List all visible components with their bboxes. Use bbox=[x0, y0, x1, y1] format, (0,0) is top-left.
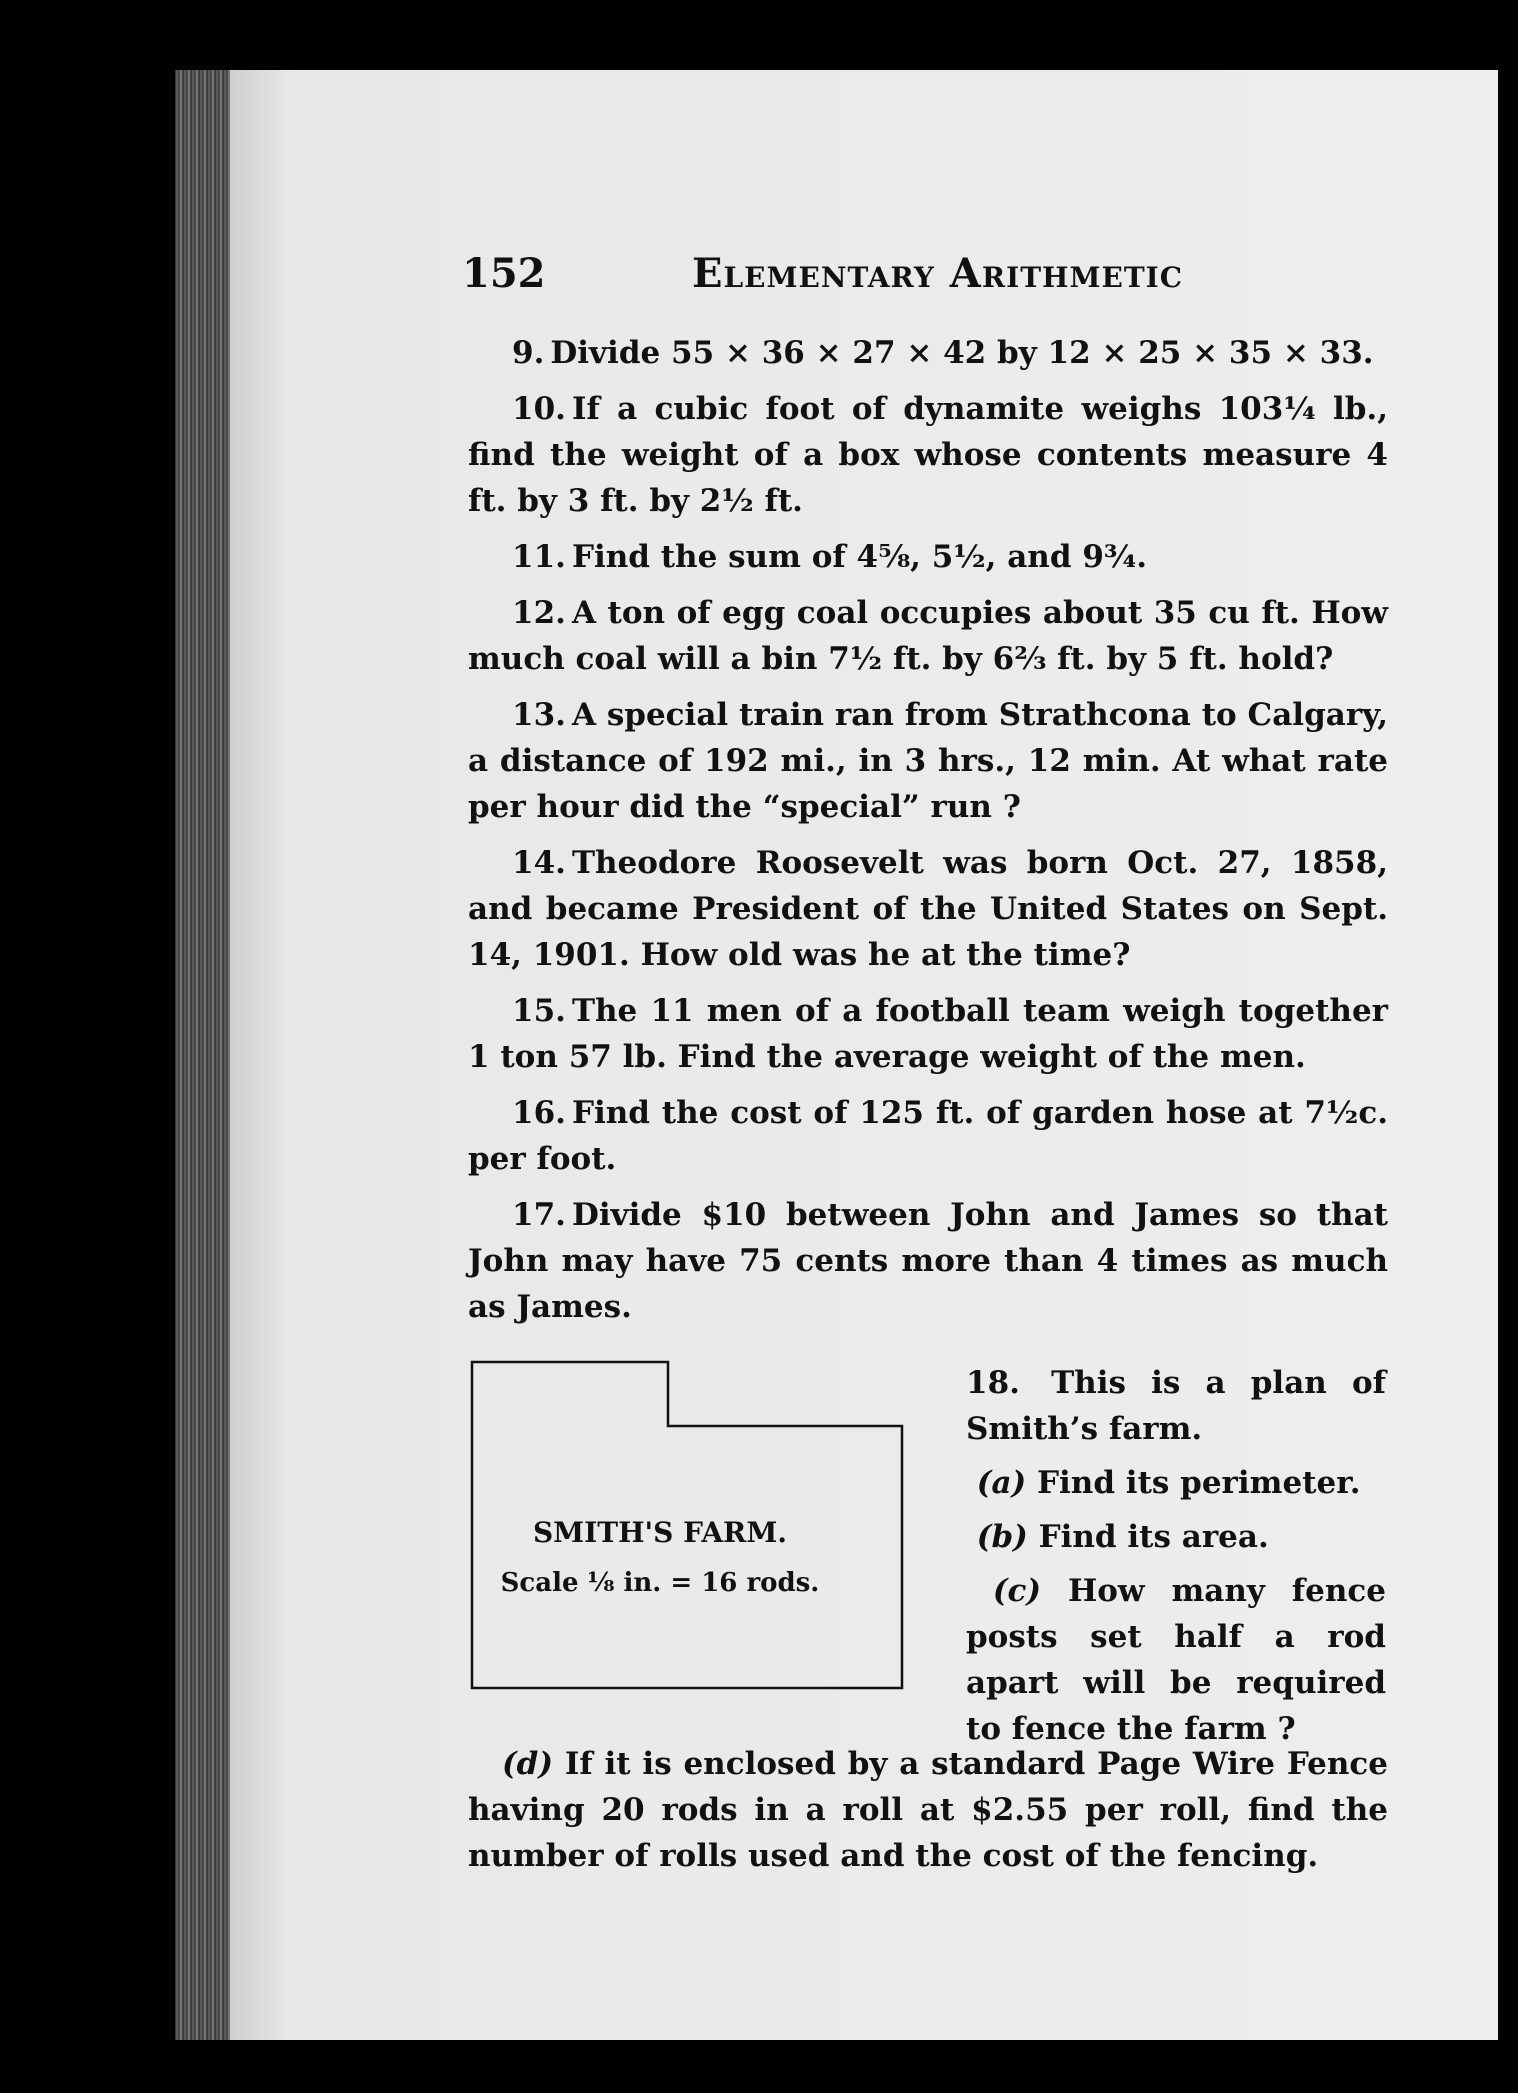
page-body bbox=[468, 330, 1388, 1910]
problem-text: The 11 men of a football team weigh together 1 ton 57 lb. Find the average weight of the men. bbox=[468, 993, 1388, 1075]
part-d bbox=[468, 1741, 1388, 1879]
problem-text: If a cubic foot of dynamite weighs 103¼ lb., find the weight of a box whose contents measure 4 ft. by 3 ft. by 2½ ft. bbox=[468, 391, 1388, 519]
part-text: Find its perimeter. bbox=[1037, 1465, 1361, 1501]
problem-14 bbox=[468, 840, 1388, 978]
problem-18-intro bbox=[966, 1360, 1386, 1452]
problem-text: Divide 55 × 36 × 27 × 42 by 12 × 25 × 35 × 33. bbox=[550, 335, 1374, 371]
problem-number: 9. bbox=[512, 335, 545, 371]
problem-number: 14. bbox=[512, 845, 566, 881]
problem-17 bbox=[468, 1192, 1388, 1330]
problem-10 bbox=[468, 386, 1388, 524]
page-number: 152 bbox=[462, 250, 546, 297]
farm-scale: Scale ⅛ in. = 16 rods. bbox=[500, 1568, 820, 1598]
problem-15 bbox=[468, 988, 1388, 1080]
part-a bbox=[966, 1460, 1386, 1506]
part-text: If it is enclosed by a standard Page Wire Fence having 20 rods in a roll at $2.55 per roll, find the number of rolls used and the cost of the fencing. bbox=[468, 1746, 1388, 1874]
running-title: Elementary Arithmetic bbox=[692, 250, 1184, 297]
part-label: (b) bbox=[976, 1519, 1028, 1555]
part-label: (d) bbox=[502, 1746, 554, 1782]
farm-problem bbox=[468, 1360, 1388, 1747]
problem-number: 18. bbox=[966, 1365, 1020, 1401]
problem-number: 12. bbox=[512, 595, 566, 631]
farm-title: SMITH'S FARM. bbox=[532, 1516, 788, 1549]
problem-number: 11. bbox=[512, 539, 566, 575]
problem-number: 13. bbox=[512, 697, 566, 733]
problem-text: A ton of egg coal occupies about 35 cu ft. How much coal will a bin 7½ ft. by 6⅔ ft. by 5 ft. hold? bbox=[468, 595, 1388, 677]
problem-text: Theodore Roosevelt was born Oct. 27, 1858, and became President of the United States on Sept. 14, 1901. How old was he at the time? bbox=[468, 845, 1388, 973]
part-c bbox=[966, 1568, 1386, 1752]
problem-text: Find the cost of 125 ft. of garden hose at 7½c. per foot. bbox=[468, 1095, 1388, 1177]
problem-number: 17. bbox=[512, 1197, 566, 1233]
problem-text: A special train ran from Strathcona to Calgary, a distance of 192 mi., in 3 hrs., 12 min. At what rate per hour did the “special” run ? bbox=[468, 697, 1388, 825]
problem-9 bbox=[468, 330, 1388, 376]
problem-12 bbox=[468, 590, 1388, 682]
part-b bbox=[966, 1514, 1386, 1560]
problem-text: This is a plan of Smith’s farm. bbox=[966, 1365, 1386, 1447]
part-text: How many fence posts set half a rod apart will be required to fence the farm ? bbox=[966, 1573, 1386, 1747]
part-label: (c) bbox=[992, 1573, 1042, 1609]
problem-11 bbox=[468, 534, 1388, 580]
part-text: Find its area. bbox=[1038, 1519, 1269, 1555]
problem-number: 10. bbox=[512, 391, 566, 427]
problem-text: Divide $10 between John and James so that John may have 75 cents more than 4 times as much as James. bbox=[468, 1197, 1388, 1325]
farm-questions bbox=[966, 1360, 1386, 1760]
problem-16 bbox=[468, 1090, 1388, 1182]
problem-text: Find the sum of 4⅝, 5½, and 9¾. bbox=[571, 539, 1148, 575]
problem-13 bbox=[468, 692, 1388, 830]
problem-number: 16. bbox=[512, 1095, 566, 1131]
problem-number: 15. bbox=[512, 993, 566, 1029]
page-header bbox=[462, 250, 1362, 300]
part-label: (a) bbox=[976, 1465, 1027, 1501]
farm-plan-diagram bbox=[470, 1360, 910, 1690]
